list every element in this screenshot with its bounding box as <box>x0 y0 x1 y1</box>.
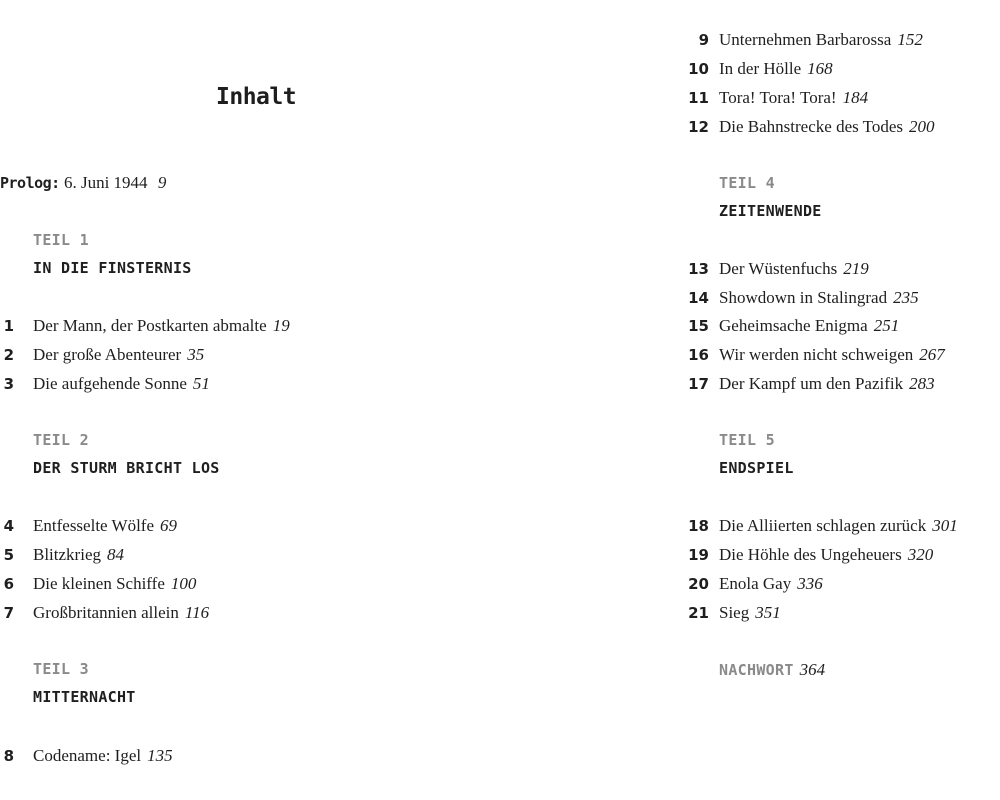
chapter-page: 184 <box>842 88 869 107</box>
nachwort-page: 364 <box>799 660 826 679</box>
chapter-title: Codename: Igel <box>33 746 142 765</box>
chapter-page: 152 <box>897 30 923 49</box>
chapter-page: 301 <box>932 516 958 535</box>
chapter-page: 251 <box>873 316 900 335</box>
part-label: TEIL 1 <box>33 231 89 249</box>
chapter-title: Die aufgehende Sonne <box>33 374 187 393</box>
part-label: TEIL 3 <box>33 660 89 678</box>
chapter-page: 351 <box>755 603 781 622</box>
chapter-page: 100 <box>170 574 197 593</box>
chapter-title: Geheimsache Enigma <box>719 316 868 335</box>
chapter-number: 21 <box>688 604 709 622</box>
chapter-number: 7 <box>3 604 14 622</box>
prolog-entry[interactable] <box>0 173 166 193</box>
part-name[interactable]: ENDSPIEL <box>719 459 794 477</box>
chapter-number: 12 <box>688 118 709 136</box>
chapter-number: 10 <box>688 60 709 78</box>
part-label: TEIL 5 <box>719 431 775 449</box>
part-name[interactable]: MITTERNACHT <box>33 688 136 706</box>
chapter-page: 267 <box>919 345 945 364</box>
chapter-page: 69 <box>160 516 178 535</box>
chapter-title: Die Höhle des Ungeheuers <box>719 545 902 564</box>
chapter-number: 13 <box>688 260 709 278</box>
chapter-title: Der große Abenteurer <box>33 345 182 364</box>
chapter-number: 3 <box>3 375 14 393</box>
chapter-number: 5 <box>3 546 14 564</box>
chapter-number: 16 <box>688 346 709 364</box>
chapter-number: 20 <box>688 575 709 593</box>
chapter-title: Der Kampf um den Pazifik <box>719 374 904 393</box>
chapter-number: 14 <box>688 289 709 307</box>
chapter-page: 336 <box>797 574 823 593</box>
nachwort-entry[interactable] <box>719 660 825 680</box>
chapter-page: 200 <box>909 117 935 136</box>
chapter-number: 11 <box>688 89 709 107</box>
chapter-page: 283 <box>909 374 935 393</box>
chapter-title: Blitzkrieg <box>33 545 101 564</box>
prolog-page: 9 <box>157 173 167 192</box>
chapter-number: 19 <box>688 546 709 564</box>
part-name[interactable]: ZEITENWENDE <box>719 202 822 220</box>
chapter-title: Die kleinen Schiffe <box>33 574 165 593</box>
part-label: TEIL 4 <box>719 174 775 192</box>
part-name[interactable]: IN DIE FINSTERNIS <box>33 259 192 277</box>
chapter-page: 168 <box>807 59 833 78</box>
chapter-title: Der Mann, der Postkarten abmalte <box>33 316 267 335</box>
chapter-title: Unternehmen Barbarossa <box>719 30 892 49</box>
chapter-title: Tora! Tora! Tora! <box>719 88 837 107</box>
chapter-number: 4 <box>3 517 14 535</box>
prolog-text: 6. Juni 1944 <box>63 173 148 192</box>
chapter-page: 84 <box>106 545 124 564</box>
part-label: TEIL 2 <box>33 431 89 449</box>
chapter-number: 15 <box>688 317 709 335</box>
chapter-title: Wir werden nicht schweigen <box>719 345 914 364</box>
chapter-page: 219 <box>843 259 869 278</box>
part-name[interactable]: DER STURM BRICHT LOS <box>33 459 220 477</box>
chapter-title: Enola Gay <box>719 574 792 593</box>
chapter-page: 320 <box>907 545 934 564</box>
chapter-page: 19 <box>272 316 290 335</box>
page-title: Inhalt <box>216 84 297 110</box>
chapter-title: Die Alliierten schlagen zurück <box>719 516 927 535</box>
chapter-page: 35 <box>187 345 205 364</box>
prolog-label: Prolog: <box>0 174 60 192</box>
chapter-number: 2 <box>3 346 14 364</box>
chapter-page: 116 <box>184 603 210 622</box>
chapter-title: Showdown in Stalingrad <box>719 288 888 307</box>
chapter-title: Großbritannien allein <box>33 603 179 622</box>
chapter-title: Die Bahnstrecke des Todes <box>719 117 904 136</box>
chapter-title: Sieg <box>719 603 750 622</box>
chapter-number: 9 <box>698 31 709 49</box>
chapter-number: 17 <box>688 375 709 393</box>
chapter-title: Entfesselte Wölfe <box>33 516 155 535</box>
chapter-title: Der Wüstenfuchs <box>719 259 838 278</box>
chapter-page: 235 <box>893 288 919 307</box>
chapter-title: In der Hölle <box>719 59 802 78</box>
chapter-number: 8 <box>3 747 14 765</box>
nachwort-label: NACHWORT <box>719 661 794 679</box>
chapter-number: 18 <box>688 517 709 535</box>
chapter-number: 1 <box>3 317 14 335</box>
chapter-page: 135 <box>147 746 173 765</box>
chapter-page: 51 <box>192 374 210 393</box>
chapter-number: 6 <box>3 575 14 593</box>
